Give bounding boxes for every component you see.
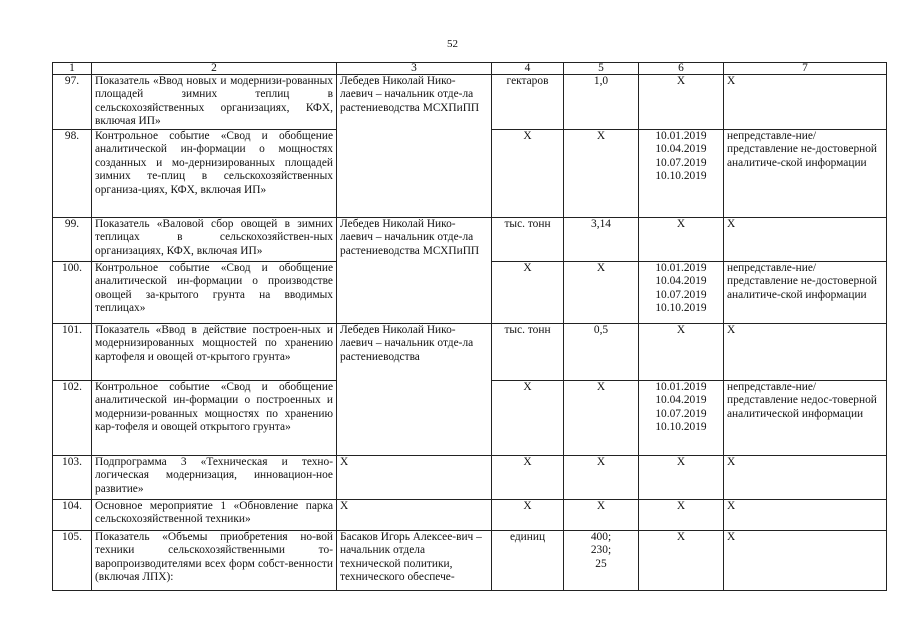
table-row [53,218,887,262]
page-number: 52 [447,38,458,50]
row-number: 104. [53,500,92,531]
row-responsible: Басаков Игорь Алексее-вич – начальник отдела технической политики, технического обеспече- [337,531,492,591]
column-header: 5 [564,63,639,75]
row-name: Контрольное событие «Свод и обобщение аналитической ин-формации о мощностях созданных и мо-дернизированных площадей зимних те-плиц в сельскохозяйственных организа-циях, КФХ, включая ИП» [92,130,337,218]
row-unit: гектаров [492,75,564,130]
row-dates: Х [639,531,724,591]
row-name: Основное мероприятие 1 «Обновление парка сельскохозяйственной техники» [92,500,337,531]
table-row [53,456,887,500]
row-dates: Х [639,456,724,500]
row-dates: Х [639,75,724,130]
row-unit: тыс. тонн [492,218,564,262]
column-number-row [53,63,887,75]
row-info: Х [724,324,887,381]
table-row [53,324,887,381]
row-dates: 10.01.2019 10.04.2019 10.07.2019 10.10.2019 [639,130,724,218]
row-unit: Х [492,381,564,456]
table-row [53,381,887,456]
row-unit: единиц [492,531,564,591]
row-info: непредставле-ние/представление недос-товерной аналитической информации [724,381,887,456]
row-number: 98. [53,130,92,218]
row-dates: 10.01.2019 10.04.2019 10.07.2019 10.10.2019 [639,262,724,324]
row-number: 105. [53,531,92,591]
row-unit: Х [492,500,564,531]
row-unit: тыс. тонн [492,324,564,381]
row-name: Контрольное событие «Свод и обобщение аналитической ин-формации о производстве овощей за-крытого грунта на вводимых теплицах» [92,262,337,324]
row-number: 99. [53,218,92,262]
row-unit: Х [492,130,564,218]
row-number: 97. [53,75,92,130]
row-value: 3,14 [564,218,639,262]
row-name: Показатель «Ввод в действие построен-ных и модернизированных мощностей по хранению картофеля и овощей от-крытого грунта» [92,324,337,381]
row-name: Контрольное событие «Свод и обобщение аналитической ин-формации о построенных и модернизи-рованных мощностях по хранению кар-тофеля и овощей открытого грунта» [92,381,337,456]
row-responsible: Х [337,500,492,531]
row-number: 102. [53,381,92,456]
row-info: Х [724,500,887,531]
row-value: 1,0 [564,75,639,130]
row-value: Х [564,500,639,531]
row-value: Х [564,262,639,324]
table-row [53,262,887,324]
row-responsible: Х [337,456,492,500]
row-info: Х [724,531,887,591]
row-name: Показатель «Валовой сбор овощей в зимних теплицах в сельскохозяйствен-ных организациях, КФХ, включая ИП» [92,218,337,262]
row-name: Показатель «Объемы приобретения но-вой техники сельскохозяйственными то-варопроизводителями всех форм собст-венности (включая ЛПХ): [92,531,337,591]
row-number: 103. [53,456,92,500]
table-row [53,531,887,591]
table-row [53,130,887,218]
row-unit: Х [492,456,564,500]
row-responsible [337,262,492,324]
row-info: непредставле-ние/представление не-достоверной аналитиче-ской информации [724,262,887,324]
column-header: 4 [492,63,564,75]
row-value: 400; 230; 25 [564,531,639,591]
row-info: непредставле-ние/представление не-достоверной аналитиче-ской информации [724,130,887,218]
row-dates: Х [639,500,724,531]
table-row [53,75,887,130]
row-unit: Х [492,262,564,324]
row-dates: 10.01.2019 10.04.2019 10.07.2019 10.10.2019 [639,381,724,456]
row-number: 101. [53,324,92,381]
row-responsible: Лебедев Николай Нико-лаевич – начальник отде-ла растениеводства МСХПиПП [337,75,492,130]
row-value: Х [564,130,639,218]
column-header: 1 [53,63,92,75]
row-info: Х [724,218,887,262]
row-info: Х [724,456,887,500]
row-name: Показатель «Ввод новых и модернизи-рованных площадей зимних теплиц в сельскохозяйственных организациях, КФХ, включая ИП» [92,75,337,130]
row-responsible: Лебедев Николай Нико-лаевич – начальник отде-ла растениеводства МСХПиПП [337,218,492,262]
row-value: Х [564,456,639,500]
column-header: 2 [92,63,337,75]
row-value: Х [564,381,639,456]
row-value: 0,5 [564,324,639,381]
row-number: 100. [53,262,92,324]
column-header: 3 [337,63,492,75]
column-header: 6 [639,63,724,75]
row-responsible [337,130,492,218]
row-responsible: Лебедев Николай Нико-лаевич – начальник отде-ла растениеводства [337,324,492,381]
plan-table [52,62,887,591]
column-header: 7 [724,63,887,75]
row-name: Подпрограмма 3 «Техническая и техно-логическая модернизация, инновацион-ное развитие» [92,456,337,500]
row-dates: Х [639,324,724,381]
table-row [53,500,887,531]
row-responsible [337,381,492,456]
row-dates: Х [639,218,724,262]
row-info: Х [724,75,887,130]
